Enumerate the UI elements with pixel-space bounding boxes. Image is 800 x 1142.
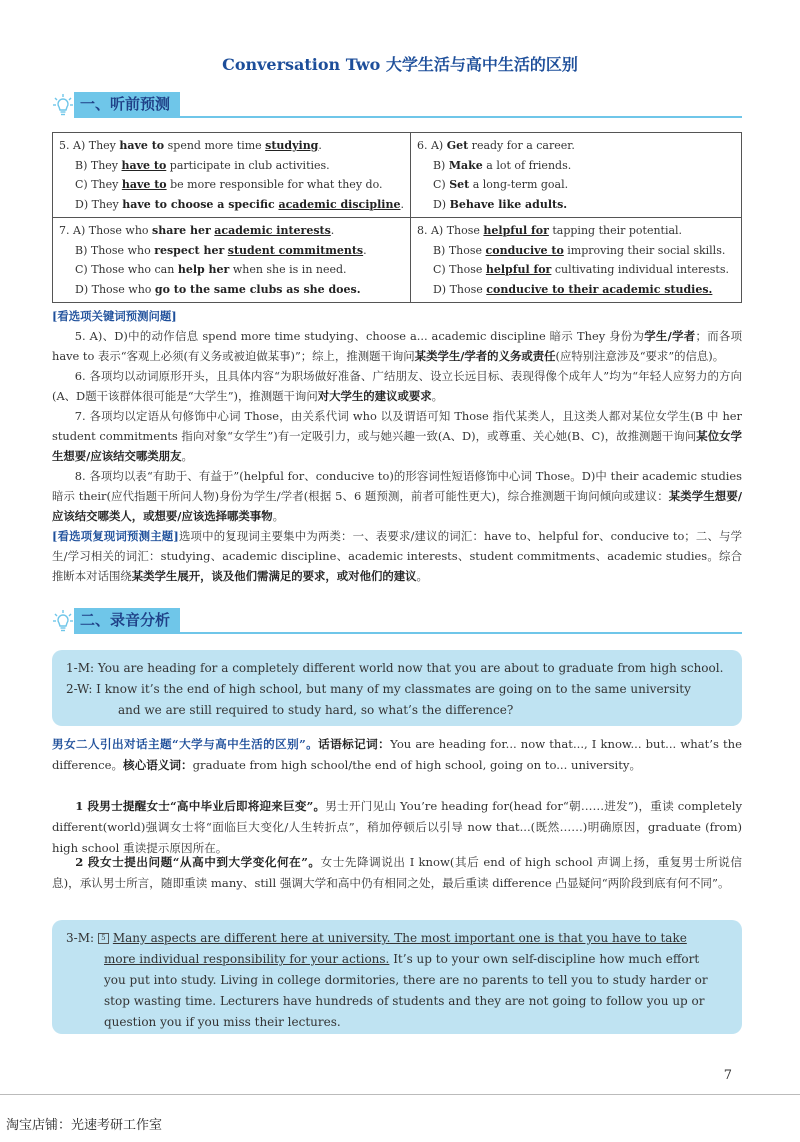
- transcript-line: 2-W: I know it’s the end of high school, but many of my classmates are going on to the same university: [66, 682, 691, 696]
- analysis-theme: [看选项复现词预测主题]选项中的复现词主要集中为两类：一、表要求/建议的词汇：have to、helpful for、conducive to；二、与学生/学习相关的词汇：studying、academic discipline、academic interests、student commitments、academic studies。综合推断本对话围绕某类学生展开，谈及他们需满足的要求，或对他们的建议。: [52, 529, 743, 583]
- transcript-line: you put into study. Living in college dormitories, there are no parents to tell you to study harder or: [104, 973, 708, 987]
- transcript-line: stop wasting time. Lecturers have hundreds of students and they are not going to follow you up or: [104, 994, 705, 1008]
- question-5: 5. A) They have to spend more time studying. B) They have to participate in club activities. C) They have to be more responsible for what they do. D) They have to choose a specific academic discipline.: [53, 133, 411, 218]
- analysis-paragraph-2: 1 段男士提醒女士“高中毕业后即将迎来巨变”。男士开门见山 You’re heading for(head for“朝……进发”)，重读 completely different(world)强调女士将“面临巨大变化/人生转折点”，稍加停顿后以引导 now that...(既然……)明确原因，graduate (from) high school 重读提示原因所在。: [52, 799, 742, 855]
- page-title: Conversation Two 大学生活与高中生活的区别: [222, 55, 578, 74]
- footer-rule: [0, 1094, 800, 1095]
- analysis-paragraph-3: 2 段女士提出问题“从高中到大学变化何在”。女士先降调说出 I know(其后 end of high school 声调上扬，重复男士所说信息)，承认男士所言，随即重读 many、still 强调大学和高中仍有相同之处，最后重读 difference 凸显疑问“两阶段到底有何不同”。: [52, 855, 742, 890]
- question-6: 6. A) Get ready for a career. B) Make a lot of friends. C) Set a long-term goal. D) Behave like adults.: [410, 133, 741, 218]
- question-7: 7. A) Those who share her academic interests. B) Those who respect her student commitments. C) Those who can help her when she is in need. D) Those who go to the same clubs as she does.: [53, 218, 411, 303]
- page-number: 7: [723, 1068, 732, 1083]
- analysis-q8: 8. 各项均以表“有助于、有益于”(helpful for、conducive to)的形容词性短语修饰中心词 Those。D)中 their academic studies 暗示 their(应代指题干所问人物)身份为学生/学者(根据 5、6 题预测，前者可能性更大)，综合推测题干询问倾向或建议：某类学生想要/应该结交哪类人，或想要/应该选择哪类事物。: [52, 469, 742, 523]
- transcript-box-2: [52, 920, 742, 1034]
- analysis-q7: 7. 各项均以定语从句修饰中心词 Those，由关系代词 who 以及谓语可知 Those 指代某类人，且这类人都对某位女学生(B 中 her student commitments 指向对象“女学生”)有一定吸引力，或与她兴趣一致(A、D)，或尊重、关心她(B、C)，故推测题干询问某位女学生想要/应该结交哪类朋友。: [52, 409, 742, 463]
- section-label: 二、录音分析: [74, 608, 180, 632]
- transcript-line: 3-M: 5 Many aspects are different here at university. The most important one is that you have to take: [66, 931, 687, 945]
- transcript-line: and we are still required to study hard, so what’s the difference?: [118, 703, 514, 717]
- analysis-q5: 5. A)、D)中的动作信息 spend more time studying、choose a... academic discipline 暗示 They 身份为学生/学者；而各项 have to 表示“客观上必须(有义务或被迫做某事)”；综上，推测题干询问某类学生/学者的义务或责任(应特别注意涉及“要求”的信息)。: [52, 329, 742, 363]
- transcript-box-1: [52, 650, 742, 726]
- section-label: 一、听前预测: [74, 92, 180, 116]
- lightbulb-icon: [52, 609, 74, 633]
- question-marker: 5: [98, 933, 109, 944]
- footer-shop-text: 淘宝店铺：光速考研工作室: [6, 1118, 163, 1133]
- section-header-recording: [52, 608, 742, 634]
- transcript-line: 1-M: You are heading for a completely different world now that you are about to graduate from high school.: [66, 661, 724, 675]
- lightbulb-icon: [52, 93, 74, 117]
- transcript-line: question you if you miss their lectures.: [104, 1015, 341, 1029]
- transcript-line: more individual responsibility for your actions. It’s up to your own self-discipline how much effort: [104, 952, 700, 966]
- question-8: 8. A) Those helpful for tapping their potential. B) Those conducive to improving their social skills. C) Those helpful for cultivating individual interests. D) Those conducive to their academic studies.: [410, 218, 741, 303]
- analysis-paragraph-1: 男女二人引出对话主题“大学与高中生活的区别”。话语标记词：You are heading for... now that..., I know... but... what’s the difference。核心语义词：graduate from high school/the end of high school, going on to... university。: [52, 737, 742, 772]
- prediction-analysis: [52, 306, 742, 586]
- section-rule: [74, 632, 742, 634]
- analysis-q6: 6. 各项均以动词原形开头，且具体内容“为职场做好准备、广结朋友、设立长远目标、表现得像个成年人”均为“年轻人应努力的方向(A、D题干该群体很可能是“大学生”)，推测题干询问对大学生的建议或要求。: [52, 369, 742, 403]
- options-table: [52, 132, 742, 303]
- section-header-prediction: [52, 92, 742, 118]
- tag-keywords: [看选项关键词预测问题]: [52, 309, 177, 323]
- section-rule: [74, 116, 742, 118]
